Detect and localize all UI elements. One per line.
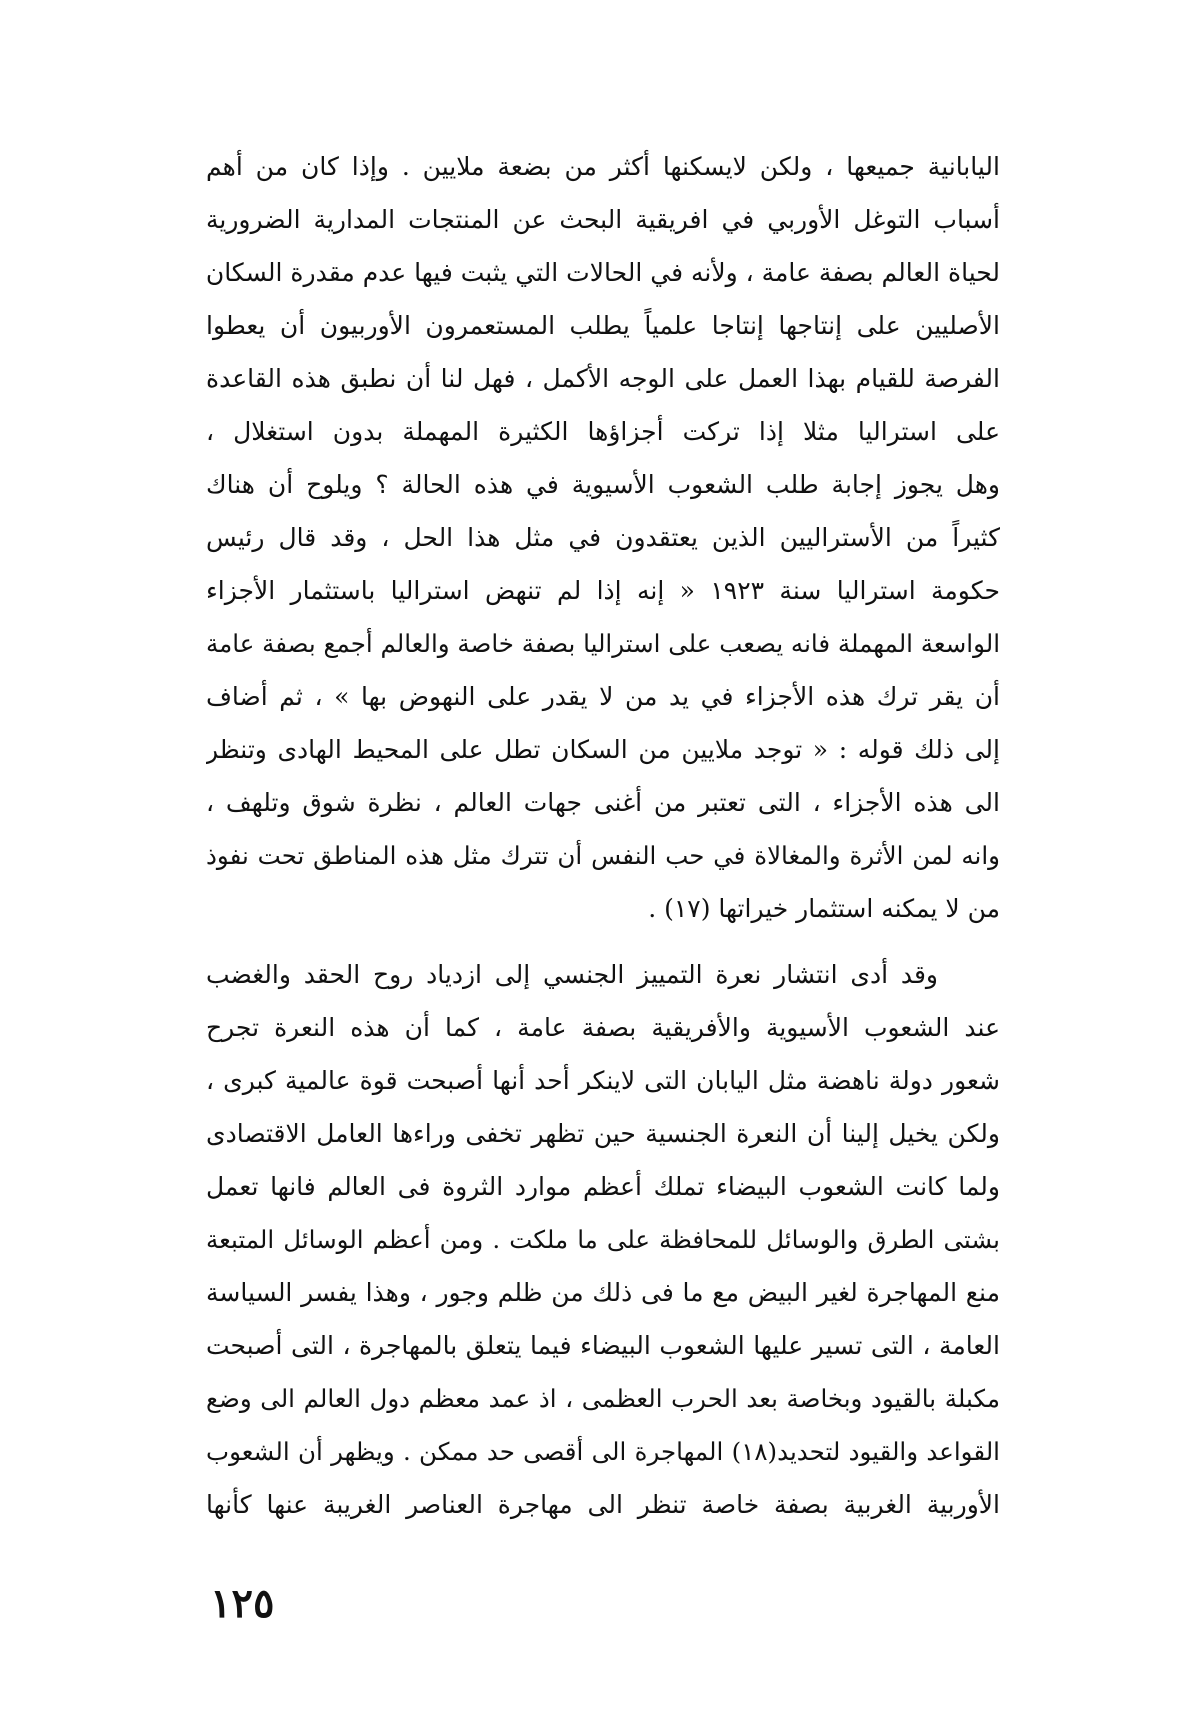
page-number: ١٢٥ xyxy=(210,1580,275,1627)
paragraph-1 xyxy=(206,140,1000,935)
text-line: أسباب التوغل الأوربي في افريقية البحث عن المنتجات المدارية الضرورية xyxy=(206,205,1000,234)
text-line: وانه لمن الأثرة والمغالاة في حب النفس أن تترك مثل هذه المناطق تحت نفوذ xyxy=(206,841,1000,870)
text-line: الواسعة المهملة فانه يصعب على استراليا بصفة خاصة والعالم أجمع بصفة عامة xyxy=(206,629,1000,658)
text-line: عند الشعوب الأسيوية والأفريقية بصفة عامة ، كما أن هذه النعرة تجرح xyxy=(206,1013,1000,1042)
text-line: حكومة استراليا سنة ١٩٢٣ « إنه إذا لم تنهض استراليا باستثمار الأجزاء xyxy=(206,576,1000,605)
text-line: مكبلة بالقيود وبخاصة بعد الحرب العظمى ، اذ عمد معظم دول العالم الى وضع xyxy=(206,1384,1000,1413)
text-line: ولما كانت الشعوب البيضاء تملك أعظم موارد الثروة فى العالم فانها تعمل xyxy=(206,1172,1000,1201)
text-line: شعور دولة ناهضة مثل اليابان التى لاينكر أحد أنها أصبحت قوة عالمية كبرى ، xyxy=(206,1066,1000,1095)
text-line: الى هذه الأجزاء ، التى تعتبر من أغنى جهات العالم ، نظرة شوق وتلهف ، xyxy=(206,788,1000,817)
text-line: الفرصة للقيام بهذا العمل على الوجه الأكمل ، فهل لنا أن نطبق هذه القاعدة xyxy=(206,364,1000,393)
text-line-last: من لا يمكنه استثمار خيراتها (١٧) . xyxy=(648,894,1000,923)
text-line: الأصليين على إنتاجها إنتاجا علمياً يطلب المستعمرون الأوربيون أن يعطوا xyxy=(206,311,1000,340)
text-line: الأوربية الغربية بصفة خاصة تنظر الى مهاجرة العناصر الغريبة عنها كأنها xyxy=(206,1490,1000,1519)
text-line: إلى ذلك قوله : « توجد ملايين من السكان تطل على المحيط الهادى وتنظر xyxy=(206,735,1000,764)
text-line: منع المهاجرة لغير البيض مع ما فى ذلك من ظلم وجور ، وهذا يفسر السياسة xyxy=(206,1278,1000,1307)
text-line: كثيراً من الأستراليين الذين يعتقدون في مثل هذا الحل ، وقد قال رئيس xyxy=(206,523,1000,552)
text-line: بشتى الطرق والوسائل للمحافظة على ما ملكت . ومن أعظم الوسائل المتبعة xyxy=(206,1225,1000,1254)
text-line: اليابانية جميعها ، ولكن لايسكنها أكثر من بضعة ملايين . وإذا كان من أهم xyxy=(206,152,1000,181)
paragraph-2 xyxy=(206,948,1000,1531)
text-line: القواعد والقيود لتحديد(١٨) المهاجرة الى أقصى حد ممكن . ويظهر أن الشعوب xyxy=(206,1437,1000,1466)
text-line: العامة ، التى تسير عليها الشعوب البيضاء فيما يتعلق بالمهاجرة ، التى أصبحت xyxy=(206,1331,1000,1360)
text-line: وهل يجوز إجابة طلب الشعوب الأسيوية في هذه الحالة ؟ ويلوح أن هناك xyxy=(206,470,1000,499)
text-line-first: وقد أدى انتشار نعرة التمييز الجنسي إلى ازدياد روح الحقد والغضب xyxy=(206,960,938,989)
text-line: لحياة العالم بصفة عامة ، ولأنه في الحالات التي يثبت فيها عدم مقدرة السكان xyxy=(206,258,1000,287)
text-line: على استراليا مثلا إذا تركت أجزاؤها الكثيرة المهملة بدون استغلال ، xyxy=(206,417,1000,446)
text-line: ولكن يخيل إلينا أن النعرة الجنسية حين تظهر تخفى وراءها العامل الاقتصادى xyxy=(206,1119,1000,1148)
text-line: أن يقر ترك هذه الأجزاء في يد من لا يقدر على النهوض بها » ، ثم أضاف xyxy=(206,682,1000,711)
